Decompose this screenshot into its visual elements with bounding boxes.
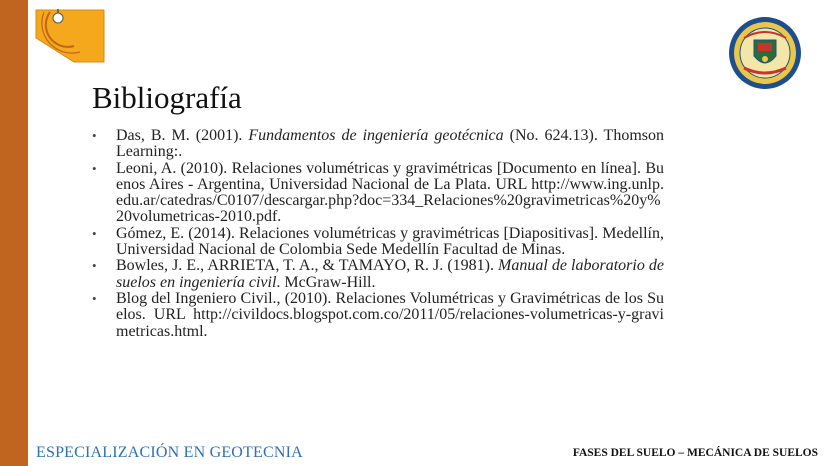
bullet-icon: •: [92, 160, 97, 176]
slope-stability-icon: [34, 8, 106, 64]
slide-title: Bibliografía: [92, 80, 242, 115]
bullet-icon: •: [92, 258, 97, 274]
reference-text: Bowles, J. E., ARRIETA, T. A., & TAMAYO, R. J. (1981).: [116, 257, 499, 275]
bullet-icon: •: [92, 225, 97, 241]
reference-title: Manual de laboratorio de suelos en ingeniería civil: [116, 257, 665, 291]
reference-text: Blog del Ingeniero Civil., (2010). Relaciones Volumétricas y Gravimétricas de los Suelos. URL http://civildocs.blogspot.com.co/2011/05/relaciones-volumetricas-y-gravimetricas.html.: [116, 289, 664, 340]
reference-item: [92, 291, 664, 340]
university-seal-icon: [728, 16, 802, 90]
reference-item: [92, 161, 664, 226]
reference-text: (No. 624.13). Thomson Learning:.: [116, 127, 664, 161]
reference-list: [92, 128, 664, 340]
bullet-icon: •: [92, 128, 97, 143]
reference-text: Gómez, E. (2014). Relaciones volumétricas y gravimétricas [Diapositivas]. Medellín, Universidad Nacional de Colombia Sede Medellín Facultad de Minas.: [116, 224, 664, 259]
reference-item: [92, 258, 664, 291]
reference-text: Leoni, A. (2010). Relaciones volumétricas y gravimétricas [Documento en línea]. Buenos Aires - Argentina, Universidad Nacional de La Plata. URL http://www.ing.unlp.edu.ar/catedras/C0107/descargar.php?doc=334_Relaciones%20gravimetricas%20y%20volumetricas-2010.pdf.: [116, 159, 664, 226]
reference-text: . McGraw-Hill.: [276, 273, 376, 291]
side-accent-bar: [0, 0, 28, 466]
bullet-icon: •: [92, 290, 97, 306]
footer-program-name: ESPECIALIZACIÓN EN GEOTECNIA: [36, 444, 303, 461]
reference-item: [92, 226, 664, 259]
reference-text: Das, B. M. (2001).: [116, 127, 249, 144]
footer-course-title: FASES DEL SUELO – MECÁNICA DE SUELOS: [572, 447, 818, 459]
reference-title: Fundamentos de ingeniería geotécnica: [248, 127, 504, 144]
reference-item: [92, 128, 664, 161]
